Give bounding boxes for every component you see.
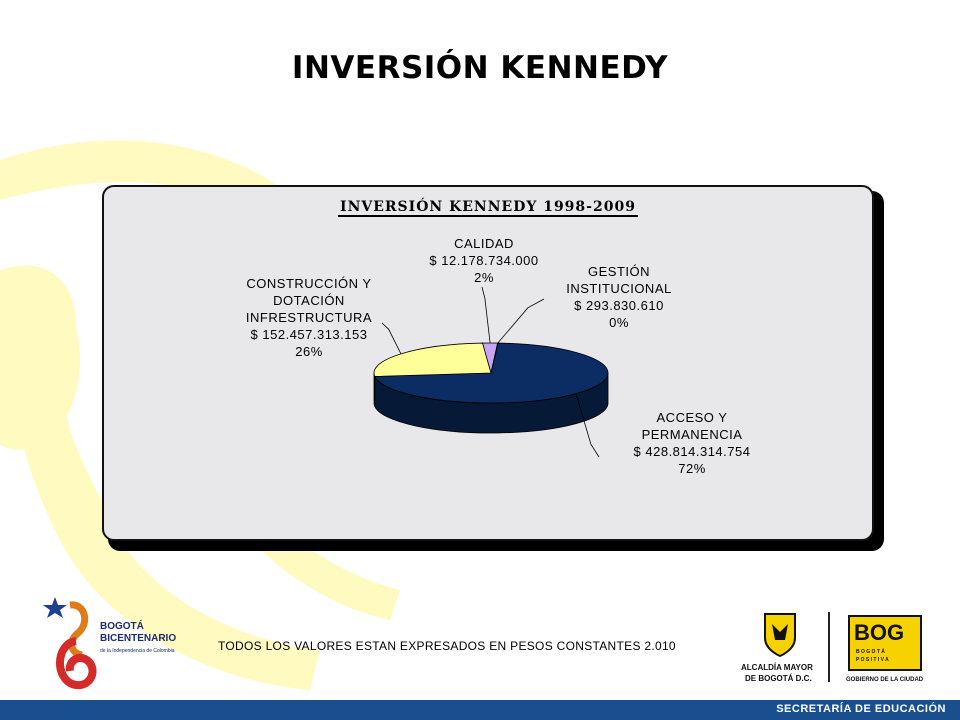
- bicentenario-line3: de la Independencia de Colombia: [100, 648, 175, 654]
- bog-sub3: GOBIERNO DE LA CIUDAD: [846, 677, 924, 683]
- pie-side-infraestructura: [374, 373, 375, 406]
- bicentenario-logo: [40, 593, 180, 693]
- slice-label-line: INFRESTRUCTURA: [245, 310, 373, 325]
- slice-label-line: $ 12.178.734.000: [429, 253, 539, 268]
- alcaldia-line2: DE BOGOTÁ D.C.: [745, 674, 812, 683]
- bog-logo: [848, 615, 922, 671]
- bottom-bar: [0, 700, 960, 720]
- slice-label-acceso: [612, 409, 772, 477]
- bog-sub1: B O G O T Á: [856, 649, 885, 655]
- slice-label-line: 0%: [609, 315, 629, 330]
- footnote: TODOS LOS VALORES ESTAN EXPRESADOS EN PESOS CONSTANTES 2.010: [218, 639, 676, 653]
- leader-line-infraestructura: [382, 323, 401, 354]
- slice-label-line: $ 428.814.314.754: [633, 444, 751, 459]
- slice-label-line: INSTITUCIONAL: [566, 281, 672, 296]
- slice-label-calidad: [404, 235, 564, 286]
- logo-divider: [828, 612, 830, 682]
- bicentenario-line2: BICENTENARIO: [100, 633, 177, 644]
- alcaldia-line1: ALCALDÍA MAYOR: [741, 663, 813, 672]
- slice-label-line: GESTIÓN: [587, 264, 650, 279]
- leader-line-calidad: [482, 287, 490, 343]
- slice-label-line: 72%: [678, 461, 706, 476]
- slice-label-line: PERMANENCIA: [641, 427, 743, 442]
- alcaldia-logo: [735, 610, 825, 690]
- slice-label-gestion: [544, 263, 694, 331]
- slice-label-line: $ 293.830.610: [574, 298, 664, 313]
- bicentenario-line1: BOGOTÁ: [100, 621, 144, 632]
- slice-label-line: DOTACIÓN: [273, 293, 345, 308]
- slice-label-line: 26%: [295, 344, 323, 359]
- bottom-bar-label: SECRETARÍA DE EDUCACIÓN: [776, 703, 946, 715]
- chart-panel: [102, 185, 874, 541]
- pie-slice-infraestructura: [374, 343, 491, 376]
- slice-label-line: 2%: [474, 270, 494, 285]
- chart-title: INVERSIÓN KENNEDY 1998-2009: [340, 199, 636, 215]
- slide-title: INVERSIÓN KENNEDY: [291, 50, 669, 86]
- slice-label-line: ACCESO Y: [656, 410, 728, 425]
- bog-sub2: P O S I T I V A: [856, 657, 889, 663]
- slice-label-line: CALIDAD: [454, 236, 514, 251]
- slice-label-infraestructura: [234, 275, 384, 360]
- slice-label-line: $ 152.457.313.153: [250, 327, 368, 342]
- coat-of-arms-icon: [735, 610, 825, 660]
- leader-line-gestion: [498, 299, 544, 343]
- slice-label-line: CONSTRUCCIÓN Y: [246, 276, 372, 291]
- bog-text: BOG: [854, 620, 905, 645]
